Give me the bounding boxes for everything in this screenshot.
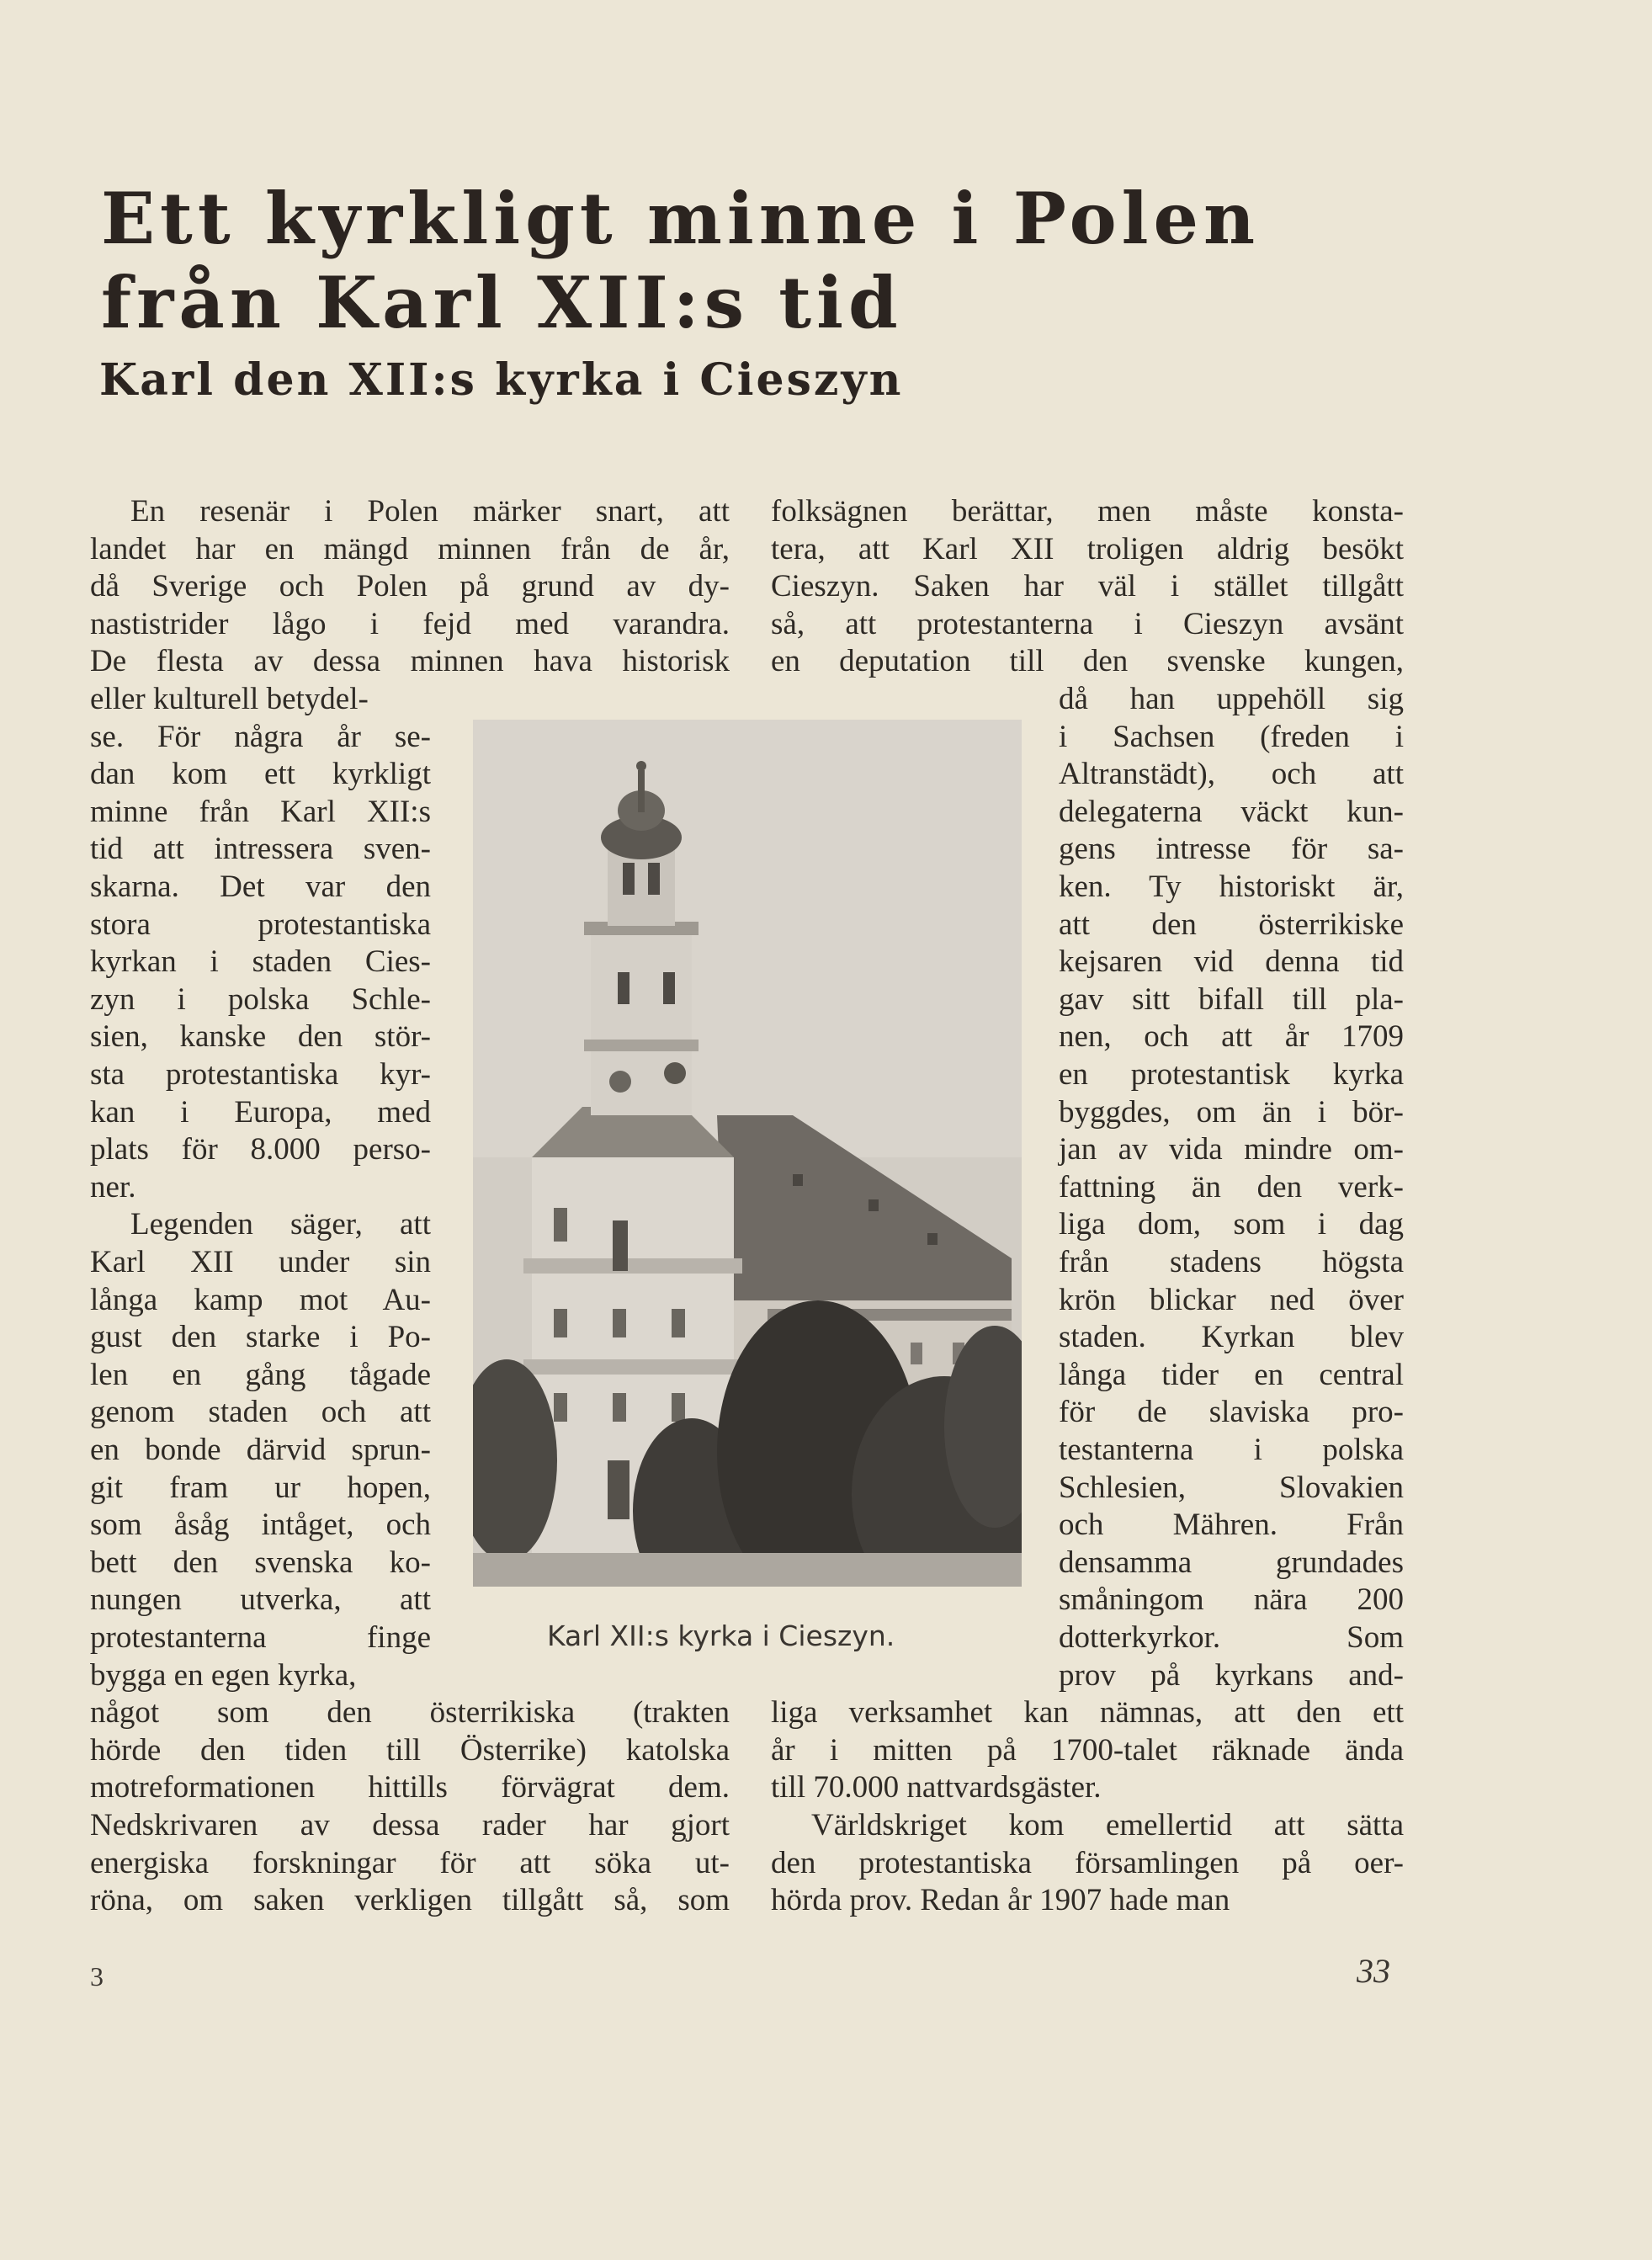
article-title-line-1: Ett kyrkligt minne i Polen bbox=[101, 177, 1261, 260]
left-column-line: röna, om saken verkligen tillgått så, som bbox=[90, 1883, 730, 1918]
right-column-line: folksägnen berättar, men måste konsta- bbox=[771, 494, 1404, 529]
left-column-line: Karl XII under sin bbox=[90, 1245, 431, 1279]
right-column-line: en protestantisk kyrka bbox=[1059, 1057, 1404, 1092]
left-column-line: se. För några år se- bbox=[90, 719, 431, 754]
church-illustration bbox=[473, 720, 1022, 1587]
right-column-line: liga dom, som i dag bbox=[1059, 1207, 1404, 1242]
right-column-line: prov på kyrkans and- bbox=[1059, 1657, 1404, 1693]
left-column-line: motreformationen hittills förvägrat dem. bbox=[90, 1770, 730, 1805]
right-column-line: gens intresse för sa- bbox=[1059, 832, 1404, 867]
right-column-line: fattning än den verk- bbox=[1059, 1169, 1404, 1204]
right-column-line: liga verksamhet kan nämnas, att den ett bbox=[771, 1695, 1404, 1731]
left-column-line: nastistrider lågo i fejd med varandra. bbox=[90, 606, 730, 641]
page-number-left: 3 bbox=[90, 1961, 104, 1991]
right-column-line: år i mitten på 1700-talet räknade ända bbox=[771, 1732, 1404, 1768]
right-column-line: nen, och att år 1709 bbox=[1059, 1019, 1404, 1055]
left-column-line: minne från Karl XII:s bbox=[90, 794, 431, 829]
left-column-line: En resenär i Polen märker snart, att bbox=[130, 494, 730, 529]
right-column-line: dotterkyrkor. Som bbox=[1059, 1620, 1404, 1655]
left-column-line: len en gång tågade bbox=[90, 1357, 431, 1392]
right-column-line: gav sitt bifall till pla- bbox=[1059, 981, 1404, 1017]
right-column-line: ken. Ty historiskt är, bbox=[1059, 869, 1404, 904]
left-column-line: Nedskrivaren av dessa rader har gjort bbox=[90, 1808, 730, 1843]
left-column-line: gust den starke i Po- bbox=[90, 1320, 431, 1355]
left-column-line: Legenden säger, att bbox=[130, 1207, 431, 1242]
right-column-line: då han uppehöll sig bbox=[1059, 682, 1404, 716]
right-column-line: testanterna i polska bbox=[1059, 1433, 1404, 1467]
left-column-line: en bonde därvid sprun- bbox=[90, 1433, 431, 1467]
left-column-line: git fram ur hopen, bbox=[90, 1470, 431, 1505]
article-subtitle: Karl den XII:s kyrka i Cieszyn bbox=[99, 354, 904, 406]
left-column-line: sien, kanske den stör- bbox=[90, 1019, 431, 1055]
left-column-line: plats för 8.000 perso- bbox=[90, 1132, 431, 1167]
figure-caption: Karl XII:s kyrka i Cieszyn. bbox=[547, 1619, 895, 1652]
right-column-line: densamma grundades bbox=[1059, 1545, 1404, 1580]
right-column-line: krön blickar ned över bbox=[1059, 1282, 1404, 1317]
right-column-line: Cieszyn. Saken har väl i stället tillgått bbox=[771, 569, 1404, 604]
left-column-line: eller kulturell betydel- bbox=[90, 682, 369, 716]
left-column-line: tid att intressera sven- bbox=[90, 832, 431, 867]
left-column-line: skarna. Det var den bbox=[90, 869, 431, 904]
right-column-line: så, att protestanterna i Cieszyn avsänt bbox=[771, 606, 1404, 641]
left-column-line: nungen utverka, att bbox=[90, 1582, 431, 1618]
right-column-line: byggdes, om än i bör- bbox=[1059, 1094, 1404, 1130]
left-column-line: energiska forskningar för att söka ut- bbox=[90, 1845, 730, 1880]
right-column-line: till 70.000 nattvardsgäster. bbox=[771, 1770, 1102, 1805]
right-column-line: från stadens högsta bbox=[1059, 1245, 1404, 1279]
right-column-line: kejsaren vid denna tid bbox=[1059, 944, 1404, 980]
right-column-line: delegaterna väckt kun- bbox=[1059, 794, 1404, 829]
right-column-line: långa tider en central bbox=[1059, 1357, 1404, 1392]
right-column-line: att den österrikiske bbox=[1059, 907, 1404, 942]
right-column-line: i Sachsen (freden i bbox=[1059, 719, 1404, 754]
right-column-line: Världskriget kom emellertid att sätta bbox=[811, 1808, 1404, 1843]
left-column-line: som åsåg intåget, och bbox=[90, 1508, 431, 1543]
right-column-line: och Mähren. Från bbox=[1059, 1508, 1404, 1543]
right-column-line: hörda prov. Redan år 1907 hade man bbox=[771, 1883, 1230, 1918]
page-number-right: 33 bbox=[1357, 1952, 1390, 1990]
right-column-line: staden. Kyrkan blev bbox=[1059, 1320, 1404, 1355]
left-column-line: hörde den tiden till Österrike) katolska bbox=[90, 1732, 730, 1768]
left-column-line: protestanterna finge bbox=[90, 1620, 431, 1655]
left-column-line: landet har en mängd minnen från de år, bbox=[90, 531, 730, 566]
right-column-line: Altranstädt), och att bbox=[1059, 757, 1404, 792]
right-column-line: småningom nära 200 bbox=[1059, 1582, 1404, 1618]
right-column-line: den protestantiska församlingen på oer- bbox=[771, 1845, 1404, 1880]
left-column-line: zyn i polska Schle- bbox=[90, 981, 431, 1017]
right-column-line: för de slaviska pro- bbox=[1059, 1395, 1404, 1430]
left-column-line: då Sverige och Polen på grund av dy- bbox=[90, 569, 730, 604]
left-column-line: ner. bbox=[90, 1169, 136, 1204]
article-title bbox=[101, 177, 1260, 345]
left-column-line: kyrkan i staden Cies- bbox=[90, 944, 431, 980]
left-column-line: De flesta av dessa minnen hava historisk bbox=[90, 644, 730, 679]
right-column-line: tera, att Karl XII troligen aldrig besökt bbox=[771, 531, 1404, 566]
right-column-line: en deputation till den svenske kungen, bbox=[771, 644, 1404, 679]
left-column-line: stora protestantiska bbox=[90, 907, 431, 942]
right-column-line: jan av vida mindre om- bbox=[1059, 1132, 1404, 1167]
left-column-line: genom staden och att bbox=[90, 1395, 431, 1430]
article-title-line-2: från Karl XII:s tid bbox=[101, 261, 903, 344]
church-photograph bbox=[473, 720, 1022, 1587]
left-column-line: långa kamp mot Au- bbox=[90, 1282, 431, 1317]
left-column-line: sta protestantiska kyr- bbox=[90, 1057, 431, 1092]
left-column-line: kan i Europa, med bbox=[90, 1094, 431, 1130]
right-column-line: Schlesien, Slovakien bbox=[1059, 1470, 1404, 1505]
left-column-line: dan kom ett kyrkligt bbox=[90, 757, 431, 792]
left-column-line: bett den svenska ko- bbox=[90, 1545, 431, 1580]
left-column-line: bygga en egen kyrka, bbox=[90, 1657, 357, 1693]
left-column-line: något som den österrikiska (trakten bbox=[90, 1695, 730, 1731]
